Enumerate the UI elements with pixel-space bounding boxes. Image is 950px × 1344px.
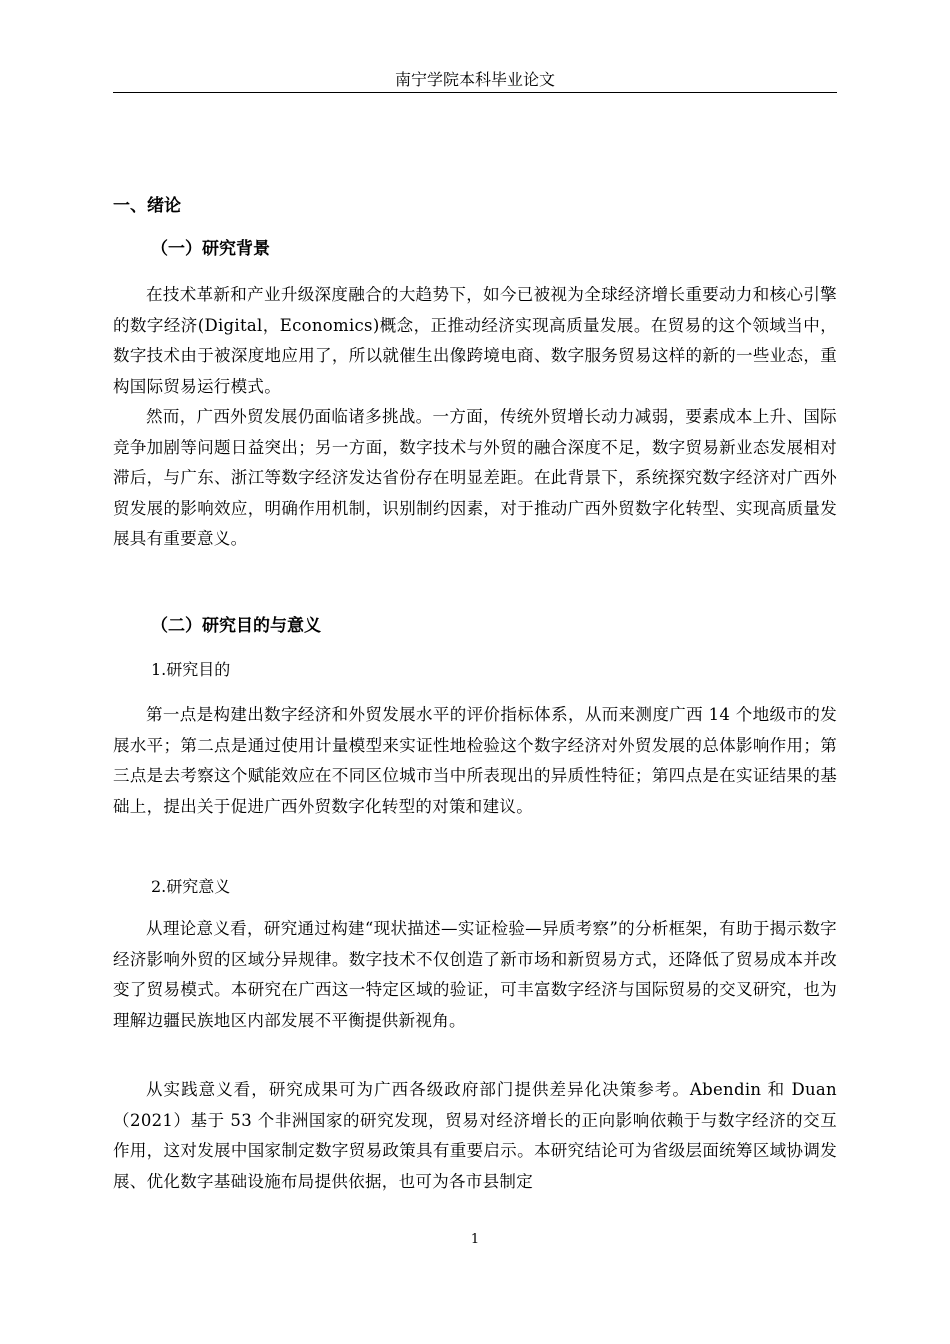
- paragraph-significance-1: 从理论意义看，研究通过构建“现状描述—实证检验—异质考察”的分析框架，有助于揭示数字经济影响外贸的区域分异规律。数字技术不仅创造了新市场和新贸易方式，还降低了贸易成本并改变了贸易模式。本研究在广西这一特定区域的验证，可丰富数字经济与国际贸易的交叉研究，也为理解边疆民族地区内部发展不平衡提供新视角。: [113, 919, 837, 1030]
- paragraph-background-2: 然而，广西外贸发展仍面临诸多挑战。一方面，传统外贸增长动力减弱，要素成本上升、国际竞争加剧等问题日益突出；另一方面，数字技术与外贸的融合深度不足，数字贸易新业态发展相对滞后，与广东、浙江等数字经济发达省份存在明显差距。在此背景下，系统探究数字经济对广西外贸发展的影响效应，明确作用机制，识别制约因素，对于推动广西外贸数字化转型、实现高质量发展具有重要意义。: [113, 407, 837, 548]
- header-rule: [113, 92, 837, 93]
- item-heading-purpose: 1.研究目的: [151, 660, 231, 679]
- section-heading: 一、绪论: [113, 196, 181, 216]
- paragraph-significance-2: 从实践意义看，研究成果可为广西各级政府部门提供差异化决策参考。Abendin 和 Duan（2021）基于 53 个非洲国家的研究发现，贸易对经济增长的正向影响依赖于与数字经济的交互作用，这对发展中国家制定数字贸易政策具有重要启示。本研究结论可为省级层面统筹区域协调发展、优化数字基础设施布局提供依据，也可为各市县制定: [113, 1080, 837, 1191]
- subsection-heading-purpose: （二）研究目的与意义: [151, 616, 321, 636]
- page-number: 1: [470, 1232, 480, 1247]
- running-header: 南宁学院本科毕业论文: [394, 70, 555, 89]
- subsection-heading-background: （一）研究背景: [151, 239, 270, 259]
- item-heading-significance: 2.研究意义: [151, 877, 231, 896]
- paragraph-background-1: 在技术革新和产业升级深度融合的大趋势下，如今已被视为全球经济增长重要动力和核心引擎的数字经济(Digital，Economics)概念，正推动经济实现高质量发展。在贸易的这个领域当中，数字技术由于被深度地应用了，所以就催生出像跨境电商、数字服务贸易这样的新的一些业态，重构国际贸易运行模式。: [113, 285, 837, 396]
- paragraph-purpose: 第一点是构建出数字经济和外贸发展水平的评价指标体系，从而来测度广西 14 个地级市的发展水平；第二点是通过使用计量模型来实证性地检验这个数字经济对外贸发展的总体影响作用；第三点是去考察这个赋能效应在不同区位城市当中所表现出的异质性特征；第四点是在实证结果的基础上，提出关于促进广西外贸数字化转型的对策和建议。: [113, 705, 837, 816]
